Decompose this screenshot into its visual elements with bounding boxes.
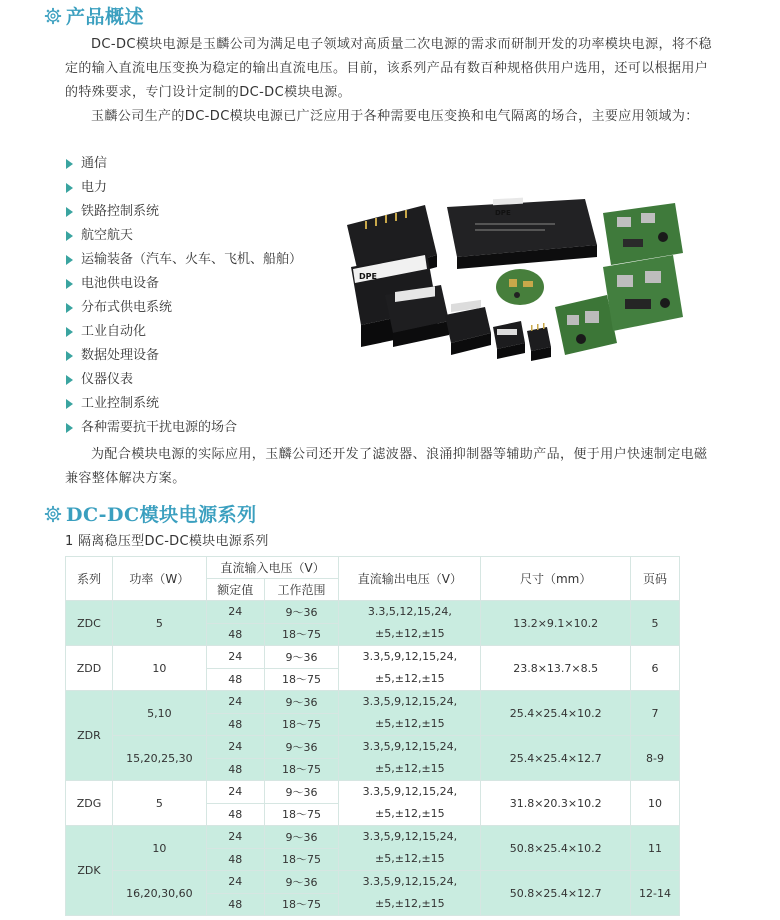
list-item [65,368,302,392]
table-row [66,736,680,759]
cell-range: 9～36 [264,871,339,894]
product-photo [345,195,690,400]
output-line-2: ±5,±12,±15 [375,627,445,640]
triangle-bullet-icon [66,399,73,409]
list-item [65,416,302,440]
table-subheading: 1 隔离稳压型DC-DC模块电源系列 [65,534,269,549]
cell-page: 12-14 [631,871,680,916]
output-line-1: 3.3,5,9,12,15,24, [362,740,458,753]
application-list [65,152,302,440]
pcb-round [496,269,544,305]
output-line-1: 3.3,5,9,12,15,24, [362,875,458,888]
list-item [65,152,302,176]
list-item [65,392,302,416]
triangle-bullet-icon [66,159,73,169]
cell-range: 18～75 [264,623,339,646]
cell-rated: 24 [206,601,264,624]
list-item [65,200,302,224]
triangle-bullet-icon [66,303,73,313]
header-page: 页码 [631,557,680,601]
list-item [65,248,302,272]
table-row [66,601,680,624]
triangle-bullet-icon [66,231,73,241]
table-row [66,691,680,714]
cell-output [339,646,481,691]
output-line-2: ±5,±12,±15 [375,852,445,865]
pcb-board-right [603,255,683,331]
triangle-bullet-icon [66,351,73,361]
list-item [65,296,302,320]
triangle-bullet-icon [66,207,73,217]
cell-power: 5,10 [112,691,206,736]
header-rated: 额定值 [206,579,264,601]
cell-rated: 48 [206,893,264,916]
cell-range: 18～75 [264,713,339,736]
pcb-board-lower [555,295,617,355]
cell-series: ZDD [66,646,113,691]
triangle-bullet-icon [66,327,73,337]
cell-size: 23.8×13.7×8.5 [481,646,631,691]
cell-page: 7 [631,691,680,736]
cell-range: 9～36 [264,691,339,714]
cell-range: 18～75 [264,803,339,826]
cell-rated: 48 [206,713,264,736]
cell-rated: 24 [206,691,264,714]
application-paragraph: 玉麟公司生产的DC-DC模块电源已广泛应用于各种需要电压变换和电气隔离的场合，主要应用领域为： [91,109,699,124]
list-item-label: 仪器仪表 [81,372,134,387]
brand-label: DPE [495,209,511,217]
cell-output [339,736,481,781]
output-line-2: ±5,±12,±15 [375,807,445,820]
cell-rated: 24 [206,736,264,759]
cell-range: 9～36 [264,781,339,804]
cell-power: 16,20,30,60 [112,871,206,916]
cell-page: 5 [631,601,680,646]
cell-output [339,871,481,916]
cell-range: 9～36 [264,646,339,669]
output-line-1: 3.3,5,9,12,15,24, [362,830,458,843]
list-item-label: 通信 [81,156,108,171]
cell-rated: 24 [206,781,264,804]
table-row [66,826,680,849]
cell-size: 13.2×9.1×10.2 [481,601,631,646]
cell-rated: 48 [206,803,264,826]
accessory-paragraph: 为配合模块电源的实际应用，玉麟公司还开发了滤波器、浪涌抑制器等辅助产品，便于用户快速制定电磁兼容整体解决方案。 [65,447,708,486]
header-power: 功率（W） [112,557,206,601]
table-row [66,781,680,804]
cell-output [339,691,481,736]
module-small-3 [527,323,551,361]
cell-series: ZDK [66,826,113,916]
cell-size: 50.8×25.4×10.2 [481,826,631,871]
list-item [65,272,302,296]
cell-range: 9～36 [264,736,339,759]
cell-output [339,781,481,826]
table-row [66,646,680,669]
output-line-2: ±5,±12,±15 [375,897,445,910]
output-line-1: 3.3,5,9,12,15,24, [362,785,458,798]
table-row [66,871,680,894]
module-small-1 [445,300,491,355]
cell-page: 10 [631,781,680,826]
cell-range: 9～36 [264,601,339,624]
gear-icon [44,505,62,523]
section-title-text: DC-DC模块电源系列 [66,504,257,526]
cell-power: 10 [112,826,206,871]
cell-rated: 48 [206,668,264,691]
list-item-label: 电力 [81,180,108,195]
cell-rated: 24 [206,646,264,669]
output-line-2: ±5,±12,±15 [375,717,445,730]
module-large-center [447,198,597,269]
cell-series: ZDR [66,691,113,781]
cell-power: 15,20,25,30 [112,736,206,781]
module-medium [385,285,449,347]
list-item-label: 铁路控制系统 [81,204,160,219]
cell-rated: 24 [206,871,264,894]
section-title-series [44,500,257,527]
header-range: 工作范围 [264,579,339,601]
triangle-bullet-icon [66,183,73,193]
cell-range: 18～75 [264,668,339,691]
triangle-bullet-icon [66,375,73,385]
cell-size: 31.8×20.3×10.2 [481,781,631,826]
cell-size: 25.4×25.4×12.7 [481,736,631,781]
cell-output [339,601,481,646]
section-title-text: 产品概述 [66,6,145,28]
triangle-bullet-icon [66,279,73,289]
cell-range: 18～75 [264,893,339,916]
gear-icon [44,7,62,25]
cell-size: 25.4×25.4×10.2 [481,691,631,736]
list-item-label: 工业自动化 [81,324,147,339]
header-output: 直流输出电压（V） [339,557,481,601]
triangle-bullet-icon [66,423,73,433]
module-small-2 [493,321,525,359]
output-line-1: 3.3,5,9,12,15,24, [362,695,458,708]
section-title-overview [44,2,144,29]
list-item [65,344,302,368]
cell-rated: 48 [206,758,264,781]
cell-rated: 24 [206,826,264,849]
output-line-2: ±5,±12,±15 [375,672,445,685]
intro-paragraph: DC-DC模块电源是玉麟公司为满足电子领域对高质量二次电源的需求而研制开发的功率模块电源，将不稳定的输入直流电压变换为稳定的输出直流电压。目前，该系列产品有数百种规格供用户选用，还可以根据用户的特殊要求，专门设计定制的DC-DC模块电源。 [65,37,713,100]
brand-label: DPE [359,272,377,281]
cell-power: 10 [112,646,206,691]
cell-series: ZDC [66,601,113,646]
list-item [65,224,302,248]
header-size: 尺寸（mm） [481,557,631,601]
cell-page: 8-9 [631,736,680,781]
cell-range: 9～36 [264,826,339,849]
header-input: 直流输入电压（V） [206,557,339,579]
output-line-2: ±5,±12,±15 [375,762,445,775]
list-item-label: 航空航天 [81,228,134,243]
cell-range: 18～75 [264,758,339,781]
list-item-label: 分布式供电系统 [81,300,173,315]
triangle-bullet-icon [66,255,73,265]
header-series: 系列 [66,557,113,601]
cell-page: 6 [631,646,680,691]
list-item-label: 运输装备（汽车、火车、飞机、船舶） [81,252,303,267]
cell-power: 5 [112,601,206,646]
list-item-label: 各种需要抗干扰电源的场合 [81,420,238,435]
list-item [65,176,302,200]
list-item-label: 数据处理设备 [81,348,160,363]
cell-rated: 48 [206,848,264,871]
output-line-1: 3.3,5,9,12,15,24, [362,650,458,663]
list-item [65,320,302,344]
output-line-1: 3.3,5,12,15,24, [367,605,452,618]
cell-size: 50.8×25.4×12.7 [481,871,631,916]
cell-power: 5 [112,781,206,826]
spec-table [65,556,680,916]
cell-range: 18～75 [264,848,339,871]
list-item-label: 工业控制系统 [81,396,160,411]
cell-rated: 48 [206,623,264,646]
cell-series: ZDG [66,781,113,826]
list-item-label: 电池供电设备 [81,276,160,291]
cell-page: 11 [631,826,680,871]
cell-output [339,826,481,871]
